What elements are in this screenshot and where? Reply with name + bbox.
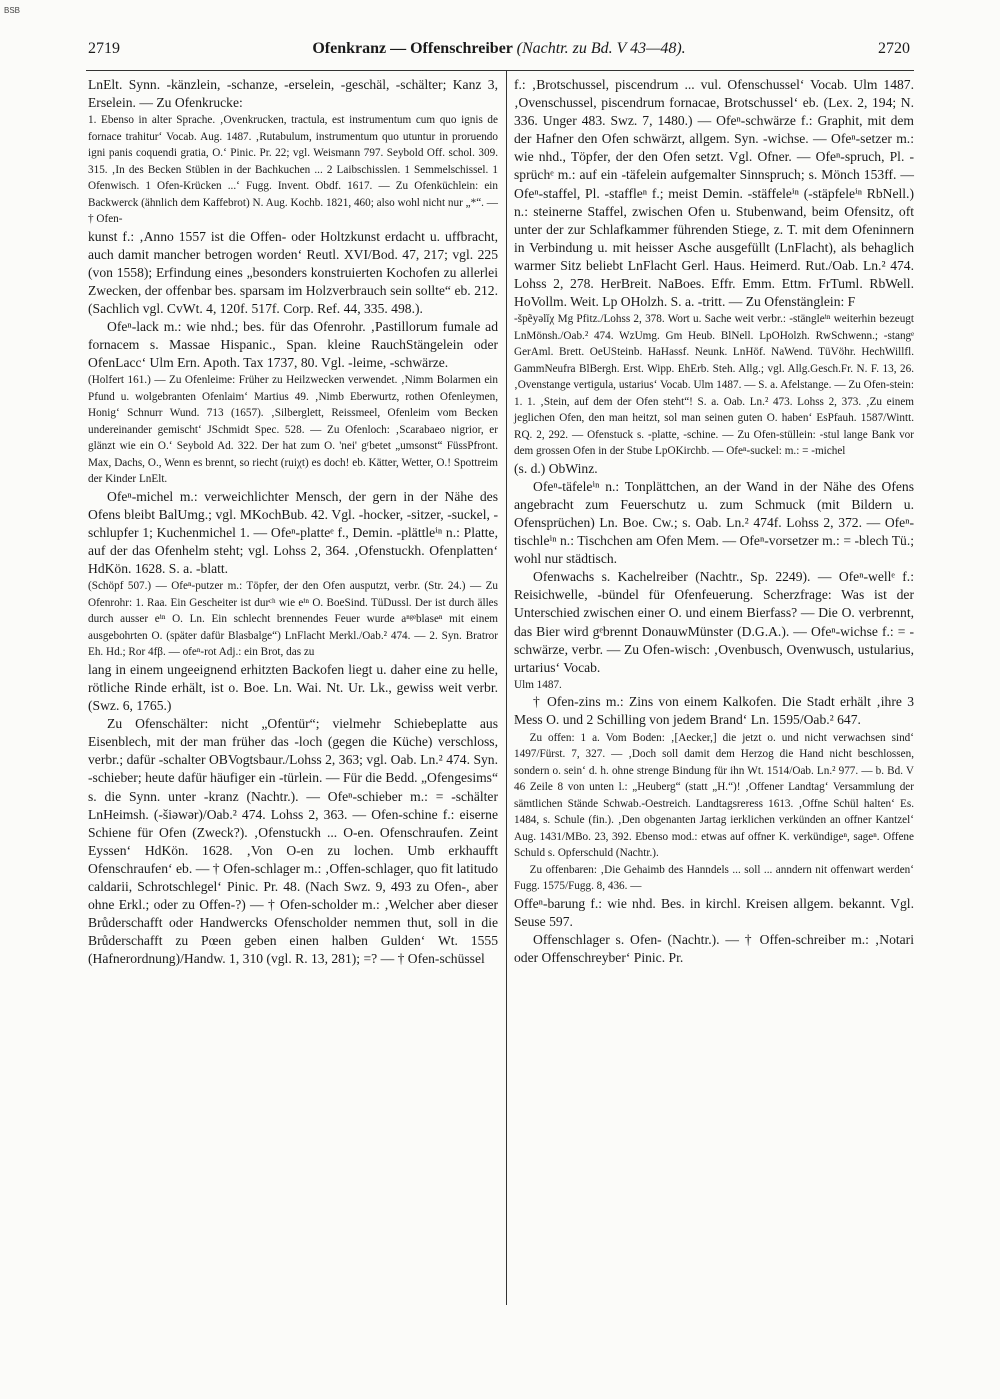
dictionary-paragraph: † Ofen-zins m.: Zins von einem Kalkofen. Die Stadt erhält ‚ihre 3 Mess O. und 2 Schilling von jedem Brand‘ Ln. 1595/Oab.² 647. xyxy=(514,694,914,728)
dictionary-paragraph: -špẽyəlĭχ Mg Pfitz./Lohss 2, 378. Wort u. Sache weit verbr.: -stängleⁱⁿ weiterhin bezeugt LnMönsh./Oab.² 474. WzUmg. Gm Heub. BlNell. LpOHolzh. RwSchwenn.; -stangᵉ GerAml. Brett. OeUSteinb. HaHassf. Neunk. LnHöf. NaWend. TüVöhr. HechWillfl. GammNeufra BlBergh. Erst. Wipp. EhErb. Steh. Allg.; vgl. Allg.Gesch.Fr. N. F. 13, 26. ‚Ovenstange vertigula, ustarius‘ Vocab. Ulm 1487. — S. a. Afelstange. — Zu Ofen-stein: 1. 1. ‚Stein, auf dem der Ofen steht“! S. a. Oab. Ln.² 473. Lohss 2, 373. ‚Zu einem jeglichen Ofen, den man heitzt, sol man seinen guten O. haben‘ EsPfauh. 1587/Wintt. RQ. 2, 292. — Ofenstuck s. -platte, -schine. — Zu Ofen-stüllein: -stul lange Bank vor dem grossen Ofen in der Stube LpOKirchb. — Ofeⁿ-suckel: m.: = -michel xyxy=(514,313,914,458)
dictionary-paragraph: (Schöpf 507.) — Ofeⁿ-putzer m.: Töpfer, der den Ofen ausputzt, verbr. (Str. 24.) — Zu Ofenrohr: 1. Raa. Ein Gescheiter ist durᶜʰ wie eⁱⁿ O. BoeSind. TüDussl. Der ist durch älles durch ausser eⁱⁿ O. Ln. Ein schlecht brennendes Feuer wurde aⁿᵍᵉblaseⁿ mit einem ausgebohrten O. (später dafür Blasbalge“) LnFlacht Merkl./Oab.² 474. — 2. Syn. Bratror Eh. Hd.; Ror 4fβ. — ofeⁿ-rot Adj.: ein Brot, das zu xyxy=(88,580,498,659)
dictionary-paragraph: Ofenwachs s. Kachelreiber (Nachtr., Sp. 2249). — Ofeⁿ-wellᵉ f.: Reisichwelle, -bündel für Ofenfeuerung. Scherzfrage: Was ist der Unterschied zwischen einer O. und einem Bierfass? — Die O. verbrennt, das Bier wird gᵉbrennt DonauwMünster (D.G.A.). — Ofeⁿ-wichse f.: = -schwärze, verbr. — Zu Ofen-wisch: ‚Ovenbusch, Ovenwusch, ustularius, urtarius‘ Vocab. xyxy=(514,569,914,675)
dictionary-paragraph: Ulm 1487. xyxy=(514,678,562,691)
column-divider xyxy=(506,70,507,1305)
header-rule xyxy=(86,70,914,71)
dictionary-paragraph: Ofeⁿ-täfeleⁱⁿ n.: Tonplättchen, an der Wand in der Nähe des Ofens angebracht zum Feuerschutz u. zum Schmuck (mit Bildern u. Ofensprüchen) Ln. Boe. Cw.; s. Oab. Ln.² 474f. Lohss 2, 372. — Ofeⁿ-tischleⁱⁿ n.: Tischchen am Ofen Mem. — Ofeⁿ-vorsetzer m.: = -blech Tü.; wohl nur städtisch. xyxy=(514,478,914,567)
library-stamp: BSB xyxy=(4,6,21,15)
dictionary-paragraph: Offeⁿ-barung f.: wie nhd. Bes. in kirchl. Kreisen allgem. bekannt. Vgl. Seuse 597. xyxy=(514,895,914,929)
dictionary-paragraph: (s. d.) ObWinz. xyxy=(514,460,598,476)
dictionary-paragraph: lang in einem ungeeignend erhitzten Backofen liegt u. daher eine zu helle, rötliche Rinde erhält, ist o. Boe. Ln. Wai. Nt. Ur. Lk., gewiss weit verbr. (Swz. 6, 1765.) xyxy=(88,661,498,714)
dictionary-paragraph: Zu offenbaren: ‚Die Gehaimb des Hanndels ... soll ... anndern nit offenwart werden‘ Fugg. 1575/Fugg. 8, 436. — xyxy=(514,863,914,893)
running-title-text: Ofenkranz — Offenschreiber xyxy=(312,40,513,57)
running-title-note: (Nachtr. zu Bd. V 43—48). xyxy=(516,40,686,57)
dictionary-paragraph: Zu Ofenschälter: nicht „Ofentür“; vielmehr Schiebeplatte aus Eisenblech, mit der man früher das -loch (gegen die Küche) verschloss, verbr.; dafür -schalter OBVogtsbaur./Lohss 2, 363; vgl. Oab. Ln.² 474. Syn. -schieber; heute dafür häufiger ein -türlein. — Für die Bedd. „Ofengesims“ s. die Synn. unter -kranz (Nachtr.). — Ofeⁿ-schieber m.: = -schälter LnHeimsh. (-šiəwər)/Oab.² 474. Lohss 2, 363. — Ofen-schine f.: eiserne Schiene für Ofen (Zweck?). ‚Ofenstuckh ... O-en. Ofenschraufen. Zeint Eyssen‘ HdKön. 1628. ‚Von O-en zu lochen. Umb erkhaufft Ofenschraufen‘ eb. — † Ofen-schlager m.: ‚Offen-schlager, quo fit latitudo caldarii, Schrotschlegel‘ Pinic. Pr. 48. (Nach Swz. 9, 493 zu Ofen-, aber ohne Erkl.; oder zu Offen-?) — † Ofen-scholder m.: ‚Welcher aber dieser Brůderschafft oder Handwercks Ofenscholder nemmen thut, soll in die Brůderschafft zu Pœen geben einen halben Gulden‘ Wt. 1555 (Hafnerordnung)/Handw. 1, 310 (vgl. R. 13, 281); =? — † Ofen-schüssel xyxy=(88,716,498,967)
dictionary-paragraph: kunst f.: ‚Anno 1557 ist die Offen- oder Holtzkunst erdacht u. uffbracht, auch damit mancher betrogen worden‘ Reutl. XVI/Bod. 47, 217; vgl. 225 (von 1558); Erfindung eines „besonders konstruierten Kochofen zu allerlei Zwecken, der offenbar bes. sparsam im Holzverbrauch sein sollte“ eb. 212. (Sachlich vgl. CvWt. 4, 120f. 517f. Corp. Ref. 44, 335. 498.). xyxy=(88,228,498,317)
dictionary-paragraph: Offenschlager s. Ofen- (Nachtr.). — † Offen-schreiber m.: ‚Notari oder Offenschreyber‘ Pinic. Pr. xyxy=(514,931,914,965)
dictionary-paragraph: LnElt. Synn. -känzlein, -schanze, -erselein, -geschäl, -schälter; Kanz 3, Erselein. — Zu Ofenkrucke: xyxy=(88,77,498,111)
dictionary-paragraph: f.: ‚Brotschussel, piscendrum ... vul. Ofenschussel‘ Vocab. Ulm 1487. ‚Ovenschussel, piscendrum fornacae, Brotschussel‘ eb. (Lex. 2, 194; N. 336. Unger 483. Swz. 7, 1480.) — Ofeⁿ-schwärze f.: Graphit, mit dem der Hafner den Ofen schwärzt, allgem. Syn. -wichse. — Ofeⁿ-setzer m.: wie nhd., Töpfer, der den Ofen setzt. Vgl. Ofner. — Ofeⁿ-spruch, Pl. -sprüchᵉ m.: auf ein -täfelein aufgemalter Sinnspruch; s. Mönch 153ff. — Ofeⁿ-staffel, Pl. -staffleⁿ f.; meist Demin. -stäffeleⁱⁿ (-stäpfeleⁱⁿ RbNell.) n.: steinerne Staffel, zwischen Ofen u. Stubenwand, beim Ofensitz, oft unter der zur Schlafkammer führenden Stiege, z. T. mit dem Ofeninnern in Verbindung u. mit heisser Asche ausgefüllt (LnFlacht), als behaglich warmer Sitz beliebt LnFlacht Gerl. Haus. Heimerd. Rut./Oab. Ln.² 474. Lohss 2, 278. HerBreit. NaBoes. Effr. Emm. Ettm. FrTuml. RbWell. HoVollm. Weit. Lp OHolzh. S. a. -tritt. — Zu Ofenstänglein: F xyxy=(514,77,914,310)
page-number-left: 2719 xyxy=(88,40,120,57)
dictionary-paragraph: 1. Ebenso in alter Sprache. ‚Ovenkrucken, tractula, est instrumentum cum quo ignis de fornace trahitur‘ Vocab. Aug. 1487. ‚Rutabulum, instrumentum quo utuntur in proruendo igni panis coquendi gratia, O.‘ Pinic. Pr. 22; vgl. Weismann 797. Seybold Off. schol. 309. 315. ‚In des Becken Stüblen in der Bachkuchen ... 2 Laibschisslen. 1 Semmelschissel. 1 Ofenwisch. 1 Ofen-Krücken ...‘ Fugg. Invent. Obdf. 1617. — Zu Ofenküchlein: ein Backwerck (ähnlich dem Kaffebrot) N. Aug. Kochb. 1821, 460; also wohl nicht nur „*“. — † Ofen- xyxy=(88,114,498,226)
left-column xyxy=(88,76,498,969)
page-number-right: 2720 xyxy=(878,40,910,57)
dictionary-paragraph: Ofeⁿ-lack m.: wie nhd.; bes. für das Ofenrohr. ‚Pastillorum fumale ad fornacem s. Massae Hispanic., Span. kleine RauchStängelein oder OfenLacc‘ Ulm Ern. Apoth. Tax 1737, 80. Vgl. -leime, -schwärze. xyxy=(88,319,498,371)
right-column xyxy=(514,76,914,967)
dictionary-paragraph: Ofeⁿ-michel m.: verweichlichter Mensch, der gern in der Nähe des Ofens bleibt BalUmg.; vgl. MKochBub. 42. Vgl. -hocker, -sitzer, -suckel, -schlupfer 1; Kuchenmichel 1. — Ofeⁿ-platteᵉ f., Demin. -plättleⁱⁿ n.: Platte, auf der das Ofenhelm steht; vgl. Lohss 2, 364. ‚Ofenstuckh. Ofenplatten‘ HdKön. 1628. S. a. -blatt. xyxy=(88,488,498,577)
running-title xyxy=(88,40,910,58)
dictionary-paragraph: (Holfert 161.) — Zu Ofenleime: Früher zu Heilzwecken verwendet. ‚Nimm Bolarmen ein Pfund u. wolgebranten Ofenlaim‘ Martius 49. ‚Nimb Eberwurtz, rothen Ofenleymen, Honig‘ Schnurr Wund. 713 (1657). ‚Silberglett, Reissmeel, Ofenleim vom Becken undereinander gemischt‘ JSchmidt Spec. 528. — Zu Ofenloch: ‚Scarabaeo nigrior, er glänzt wie ein O.‘ Seybold Ad. 322. Der hat zum O. 'nei' gʳbetet „umsonst“ FüssPfront. Max, Dachs, O., Wenn es brennt, so riecht (ruiχt) es doch! eb. Kätter, Wetter, O.! Spottreim der Kinder LnElt. xyxy=(88,374,498,486)
page-header xyxy=(88,40,910,70)
dictionary-paragraph: Zu offen: 1 a. Vom Boden: ‚[Aecker,] die jetzt o. und nicht verwachsen sind‘ 1497/Fürst. 7, 327. — ‚Doch soll damit dem Herzog die Hand nicht beschlossen, sondern o. sein‘ d. h. ohne strenge Bindung für ihn Wt. 1514/Oab. Ln.² 977. — b. Bd. V 46 Zeile 8 von unten l.: „Heuberg“ (statt „H.“)! ‚Offener Landtag‘ Versammlung der sämtlichen Stände Schwab.-Oestreich. Landtagsreress 1613. ‚Offne Schül halten‘ Es. 1484, s. Schule (fin.). ‚Den obgenanten Jartag ierklichen verkünden an offner Kantzel‘ Aug. 1431/MBo. 23, 392. Ebenso mod.: etwas auf offner K. verkündigeⁿ, sageⁿ. Offene Schuld s. Opferschuld (Nachtr.). xyxy=(514,731,914,860)
